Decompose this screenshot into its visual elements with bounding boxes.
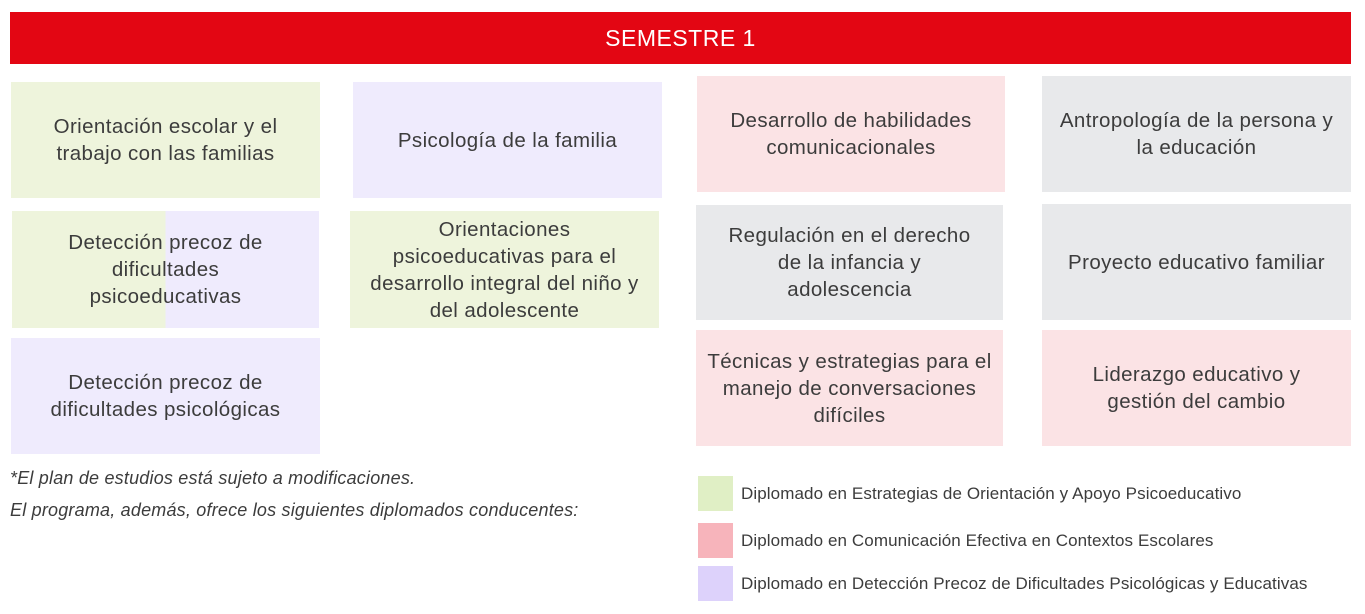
course-label: Desarrollo de habilidades comunicacionales xyxy=(730,109,972,159)
course-box xyxy=(696,205,1003,320)
legend-label: Diplomado en Estrategias de Orientación y Apoyo Psicoeducativo xyxy=(741,483,1242,503)
legend-item-estrategias xyxy=(698,476,1241,511)
course-label: Orientaciones psicoeducativas para el desarrollo integral del niño y del adolescente xyxy=(370,217,639,322)
course-label: Antropología de la persona y la educación xyxy=(1059,109,1334,159)
legend-label: Diplomado en Comunicación Efectiva en Contextos Escolares xyxy=(741,530,1214,550)
course-label: Técnicas y estrategias para el manejo de conversaciones difíciles xyxy=(707,349,992,427)
legend-item-deteccion xyxy=(698,566,1308,601)
course-box xyxy=(11,82,320,198)
course-box-split xyxy=(12,211,319,328)
course-label: Detección precoz de dificultades psicoeducativas xyxy=(68,231,263,308)
legend-swatch xyxy=(698,566,733,601)
course-label: Orientación escolar y el trabajo con las familias xyxy=(53,115,278,165)
course-box xyxy=(1042,76,1351,192)
course-box xyxy=(697,76,1005,192)
course-box xyxy=(1042,204,1351,320)
course-box xyxy=(11,338,320,454)
course-label: Psicología de la familia xyxy=(397,128,618,152)
legend-swatch xyxy=(698,523,733,558)
semester-title: SEMESTRE 1 xyxy=(605,24,756,51)
course-label: Detección precoz de dificultades psicológicas xyxy=(50,371,281,421)
legend-label: Diplomado en Detección Precoz de Dificultades Psicológicas y Educativas xyxy=(741,573,1308,593)
course-box xyxy=(696,330,1003,446)
course-label: Regulación en el derecho de la infancia y adolescencia xyxy=(728,224,971,301)
course-label: Liderazgo educativo y gestión del cambio xyxy=(1092,363,1301,413)
legend-swatch xyxy=(698,476,733,511)
course-label: Proyecto educativo familiar xyxy=(1068,250,1325,274)
diplomas-intro: El programa, además, ofrece los siguientes diplomados conducentes: xyxy=(10,500,579,520)
course-box xyxy=(350,211,659,328)
course-box xyxy=(1042,330,1351,446)
disclaimer-note: *El plan de estudios está sujeto a modificaciones. xyxy=(10,468,416,488)
semester-header xyxy=(10,12,1351,64)
legend-item-comunicacion xyxy=(698,523,1214,558)
course-box xyxy=(353,82,662,198)
